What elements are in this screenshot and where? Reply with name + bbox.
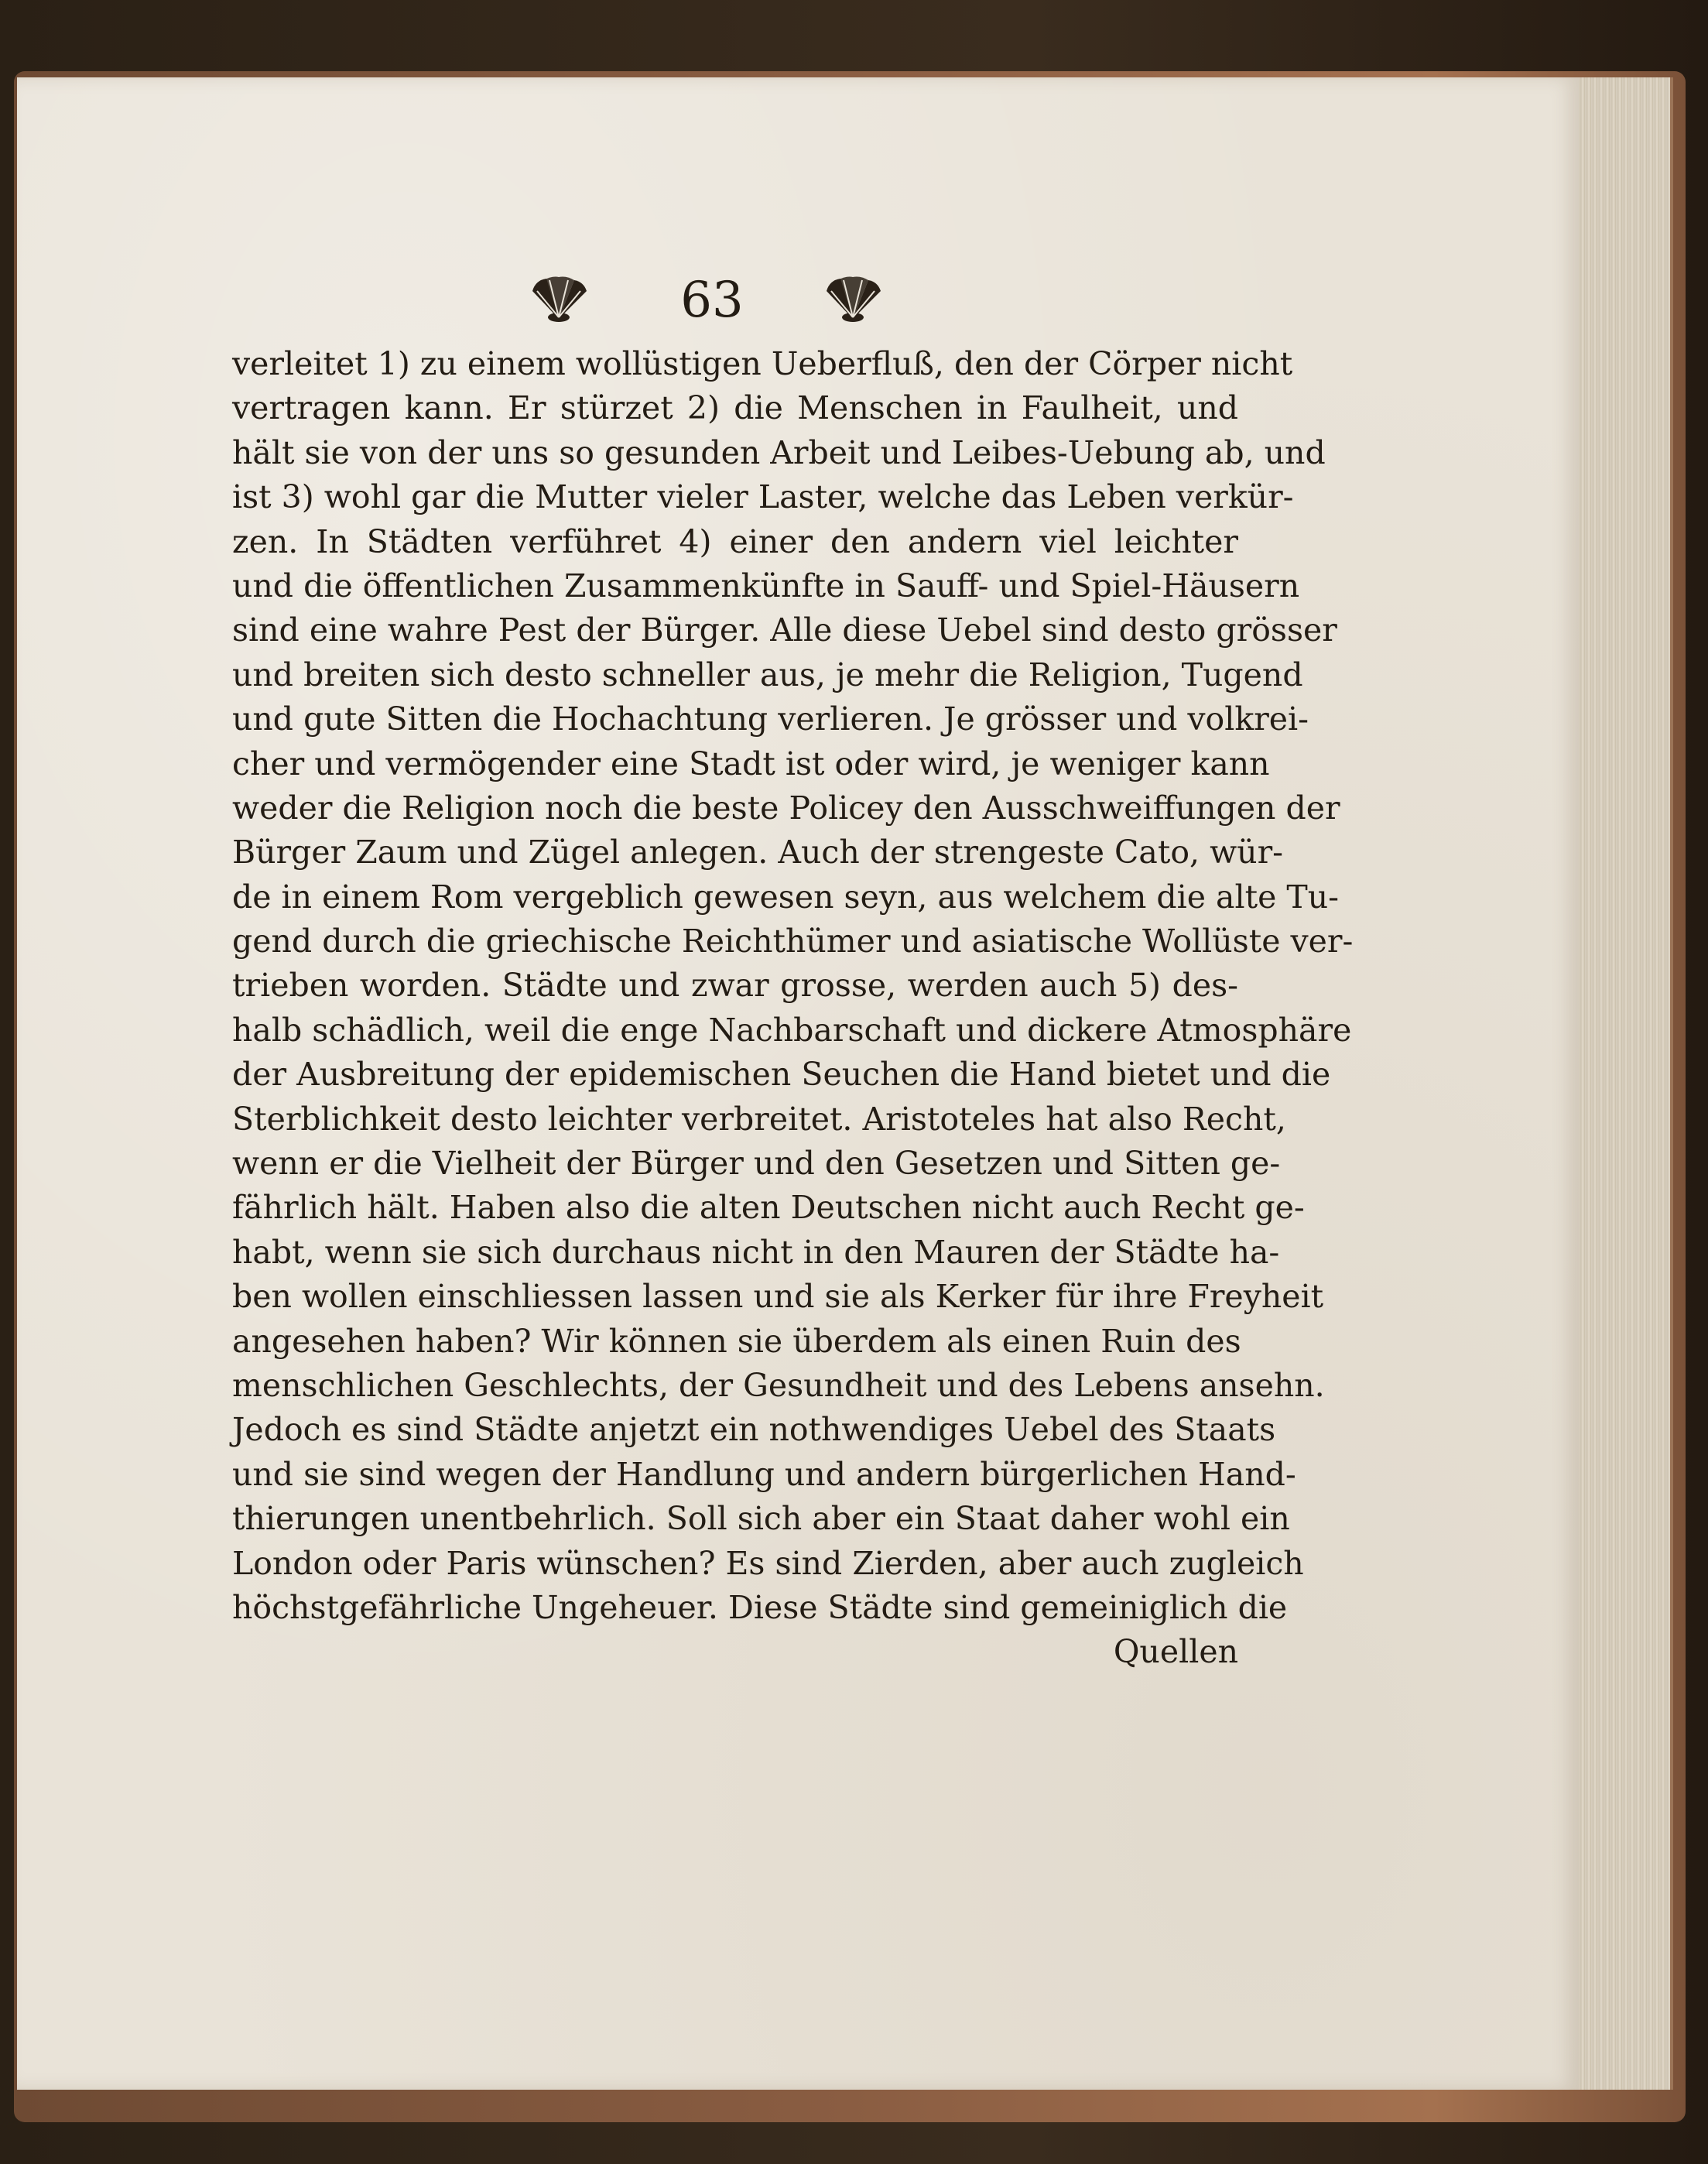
page-number: 63: [680, 272, 744, 329]
text-line: sind eine wahre Pest der Bürger. Alle diese Uebel sind desto grösser: [232, 611, 1337, 649]
text-line: ben wollen einschliessen lassen und sie als Kerker für ihre Freyheit: [232, 1278, 1324, 1316]
text-line: gend durch die griechische Reichthümer und asiatische Wollüste ver-: [232, 923, 1354, 960]
text-line: London oder Paris wünschen? Es sind Zierden, aber auch zugleich: [232, 1544, 1304, 1582]
text-line: menschlichen Geschlechts, der Gesundheit und des Lebens ansehn.: [232, 1366, 1325, 1404]
shell-ornament-icon: [820, 274, 885, 324]
text-line: und gute Sitten die Hochachtung verlieren. Je grösser und volkrei-: [232, 700, 1309, 738]
text-line: angesehen haben? Wir können sie überdem als einen Ruin des: [232, 1322, 1241, 1360]
text-line: de in einem Rom vergeblich gewesen seyn, aus welchem die alte Tu-: [232, 878, 1339, 916]
text-line: und sie sind wegen der Handlung und andern bürgerlichen Hand-: [232, 1455, 1296, 1493]
page-header: [526, 263, 898, 341]
text-line: weder die Religion noch die beste Policey den Ausschweiffungen der: [232, 789, 1340, 827]
text-line: habt, wenn sie sich durchaus nicht in den Mauren der Städte ha-: [232, 1233, 1280, 1271]
text-line: verleitet 1) zu einem wollüstigen Ueberfluß, den der Cörper nicht: [232, 345, 1293, 382]
page-edges: [1579, 77, 1673, 2090]
text-line: und die öffentlichen Zusammenkünfte in Sauff- und Spiel-Häusern: [232, 567, 1300, 604]
text-line: höchstgefährliche Ungeheuer. Diese Städte sind gemeiniglich die: [232, 1588, 1288, 1626]
text-line: fährlich hält. Haben also die alten Deutschen nicht auch Recht ge-: [232, 1189, 1305, 1227]
text-line: wenn er die Vielheit der Bürger und den Gesetzen und Sitten ge-: [232, 1145, 1281, 1183]
text-line: Jedoch es sind Städte anjetzt ein nothwendiges Uebel des Staats: [232, 1411, 1276, 1449]
catchword: Quellen: [1113, 1633, 1238, 1671]
text-line: Sterblichkeit desto leichter verbreitet. Aristoteles hat also Recht,: [232, 1100, 1286, 1138]
text-line: trieben worden. Städte und zwar grosse, werden auch 5) des-: [232, 967, 1238, 1005]
text-line: halb schädlich, weil die enge Nachbarschaft und dickere Atmosphäre: [232, 1011, 1352, 1049]
text-line: der Ausbreitung der epidemischen Seuchen die Hand bietet und die: [232, 1056, 1331, 1094]
text-line: hält sie von der uns so gesunden Arbeit und Leibes-Uebung ab, und: [232, 433, 1326, 471]
text-line: vertragen kann. Er stürzet 2) die Menschen in Faulheit, und: [232, 389, 1238, 427]
body-text: [232, 342, 1354, 1675]
text-line: Bürger Zaum und Zügel anlegen. Auch der strengeste Cato, wür-: [232, 834, 1284, 871]
text-line: cher und vermögender eine Stadt ist oder wird, je weniger kann: [232, 745, 1270, 782]
text-line: und breiten sich desto schneller aus, je mehr die Religion, Tugend: [232, 656, 1303, 693]
text-line: ist 3) wohl gar die Mutter vieler Laster, welche das Leben verkür-: [232, 478, 1294, 516]
text-line: thierungen unentbehrlich. Soll sich aber ein Staat daher wohl ein: [232, 1500, 1290, 1538]
shell-ornament-icon: [526, 274, 591, 324]
text-line: zen. In Städten verführet 4) einer den andern viel leichter: [232, 522, 1238, 560]
